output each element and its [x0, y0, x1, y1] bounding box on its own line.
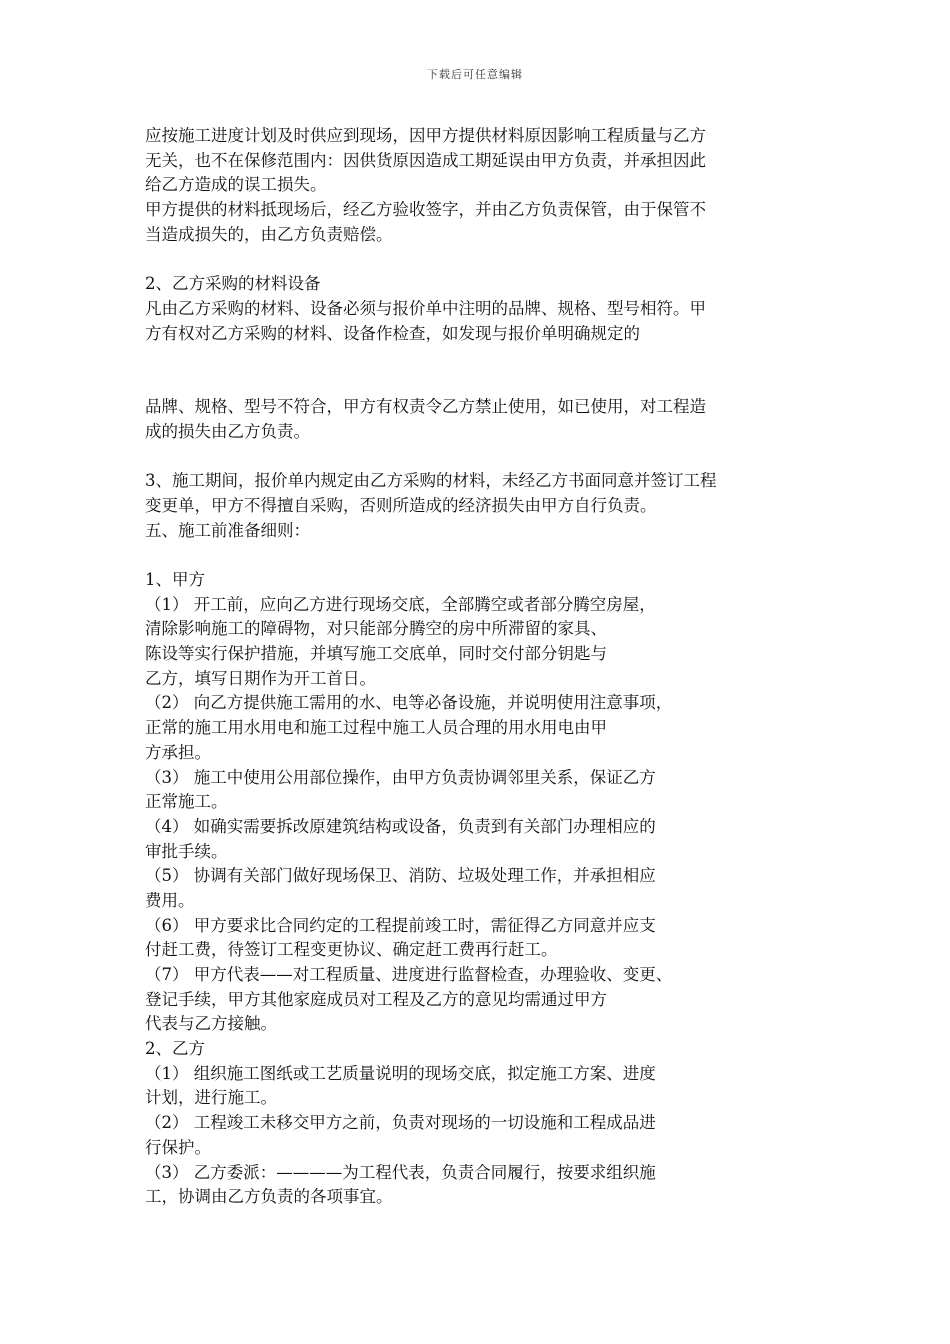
- text-line: 3、施工期间，报价单内规定由乙方采购的材料，未经乙方书面同意并签订工程: [145, 471, 717, 491]
- spacer: [145, 543, 815, 568]
- text-line: 工，协调由乙方负责的各项事宜。: [145, 1187, 393, 1207]
- text-line: 乙方，填写日期作为开工首日。: [145, 668, 376, 688]
- text-line: 计划，进行施工。: [145, 1088, 277, 1108]
- text-line: 方有权对乙方采购的材料、设备作检查，如发现与报价单明确规定的: [145, 323, 640, 343]
- text-line: 应按施工进度计划及时供应到现场，因甲方提供材料原因影响工程质量与乙方: [145, 126, 706, 145]
- text-line: 品牌、规格、型号不符合，甲方有权责令乙方禁止使用，如已使用，对工程造: [145, 397, 706, 417]
- text-line: 变更单，甲方不得擅自采购，否则所造成的经济损失由甲方自行负责。: [145, 495, 657, 515]
- text-line: （6） 甲方要求比合同约定的工程提前竣工时，需征得乙方同意并应支: [145, 915, 656, 935]
- document-body: [145, 124, 815, 1210]
- paragraph-construction-period: [145, 469, 815, 543]
- text-line: 凡由乙方采购的材料、设备必须与报价单中注明的品牌、规格、型号相符。甲: [145, 298, 706, 318]
- paragraph-preparation-rules: [145, 568, 815, 1210]
- text-line: 登记手续，甲方其他家庭成员对工程及乙方的意见均需通过甲方: [145, 989, 607, 1009]
- text-line: （2） 工程竣工未移交甲方之前，负责对现场的一切设施和工程成品进: [145, 1113, 656, 1133]
- page-header: 下载后可任意编辑: [427, 68, 523, 81]
- text-line: 审批手续。: [145, 841, 228, 861]
- text-line: 当造成损失的，由乙方负责赔偿。: [145, 224, 393, 244]
- text-line: （3） 施工中使用公用部位操作，由甲方负责协调邻里关系，保证乙方: [145, 767, 656, 787]
- text-line: （1） 组织施工图纸或工艺质量说明的现场交底，拟定施工方案、进度: [145, 1063, 656, 1083]
- text-line: 成的损失由乙方负责。: [145, 421, 310, 441]
- text-line: 清除影响施工的障碍物，对只能部分腾空的房中所滞留的家具、: [145, 619, 607, 639]
- page-break-spacer: [145, 346, 815, 395]
- text-line: 正常的施工用水用电和施工过程中施工人员合理的用水用电由甲: [145, 718, 607, 738]
- paragraph-contractor-materials: [145, 272, 815, 346]
- text-line: 代表与乙方接触。: [145, 1014, 277, 1034]
- text-line: 付赶工费，待签订工程变更协议、确定赶工费再行赶工。: [145, 940, 558, 960]
- text-line: （5） 协调有关部门做好现场保卫、消防、垃圾处理工作，并承担相应: [145, 866, 656, 886]
- section-heading: 2、乙方采购的材料设备: [145, 274, 321, 294]
- text-line: 行保护。: [145, 1137, 211, 1157]
- paragraph-continuation: [145, 395, 815, 444]
- text-line: 陈设等实行保护措施，并填写施工交底单，同时交付部分钥匙与: [145, 644, 607, 664]
- text-line: 方承担。: [145, 742, 211, 762]
- text-line: （1） 开工前，应向乙方进行现场交底，全部腾空或者部分腾空房屋，: [145, 594, 656, 614]
- text-line: 正常施工。: [145, 792, 228, 812]
- spacer: [145, 445, 815, 470]
- section-heading: 1、甲方: [145, 570, 205, 589]
- text-line: （3） 乙方委派：————为工程代表，负责合同履行，按要求组织施: [145, 1162, 656, 1182]
- text-line: （4） 如确实需要拆改原建筑结构或设备，负责到有关部门办理相应的: [145, 816, 656, 836]
- text-line: （2） 向乙方提供施工需用的水、电等必备设施，并说明使用注意事项，: [145, 693, 673, 713]
- section-heading: 五、施工前准备细则：: [145, 520, 310, 540]
- spacer: [145, 247, 815, 272]
- paragraph-material-supply: [145, 124, 815, 247]
- text-line: 费用。: [145, 890, 195, 910]
- text-line: 甲方提供的材料抵现场后，经乙方验收签字，并由乙方负责保管，由于保管不: [145, 200, 706, 220]
- section-heading: 2、乙方: [145, 1039, 205, 1059]
- text-line: 无关，也不在保修范围内：因供货原因造成工期延误由甲方负责，并承担因此: [145, 150, 706, 170]
- text-line: 给乙方造成的误工损失。: [145, 175, 327, 195]
- text-line: （7） 甲方代表——对工程质量、进度进行监督检查，办理验收、变更、: [145, 965, 673, 984]
